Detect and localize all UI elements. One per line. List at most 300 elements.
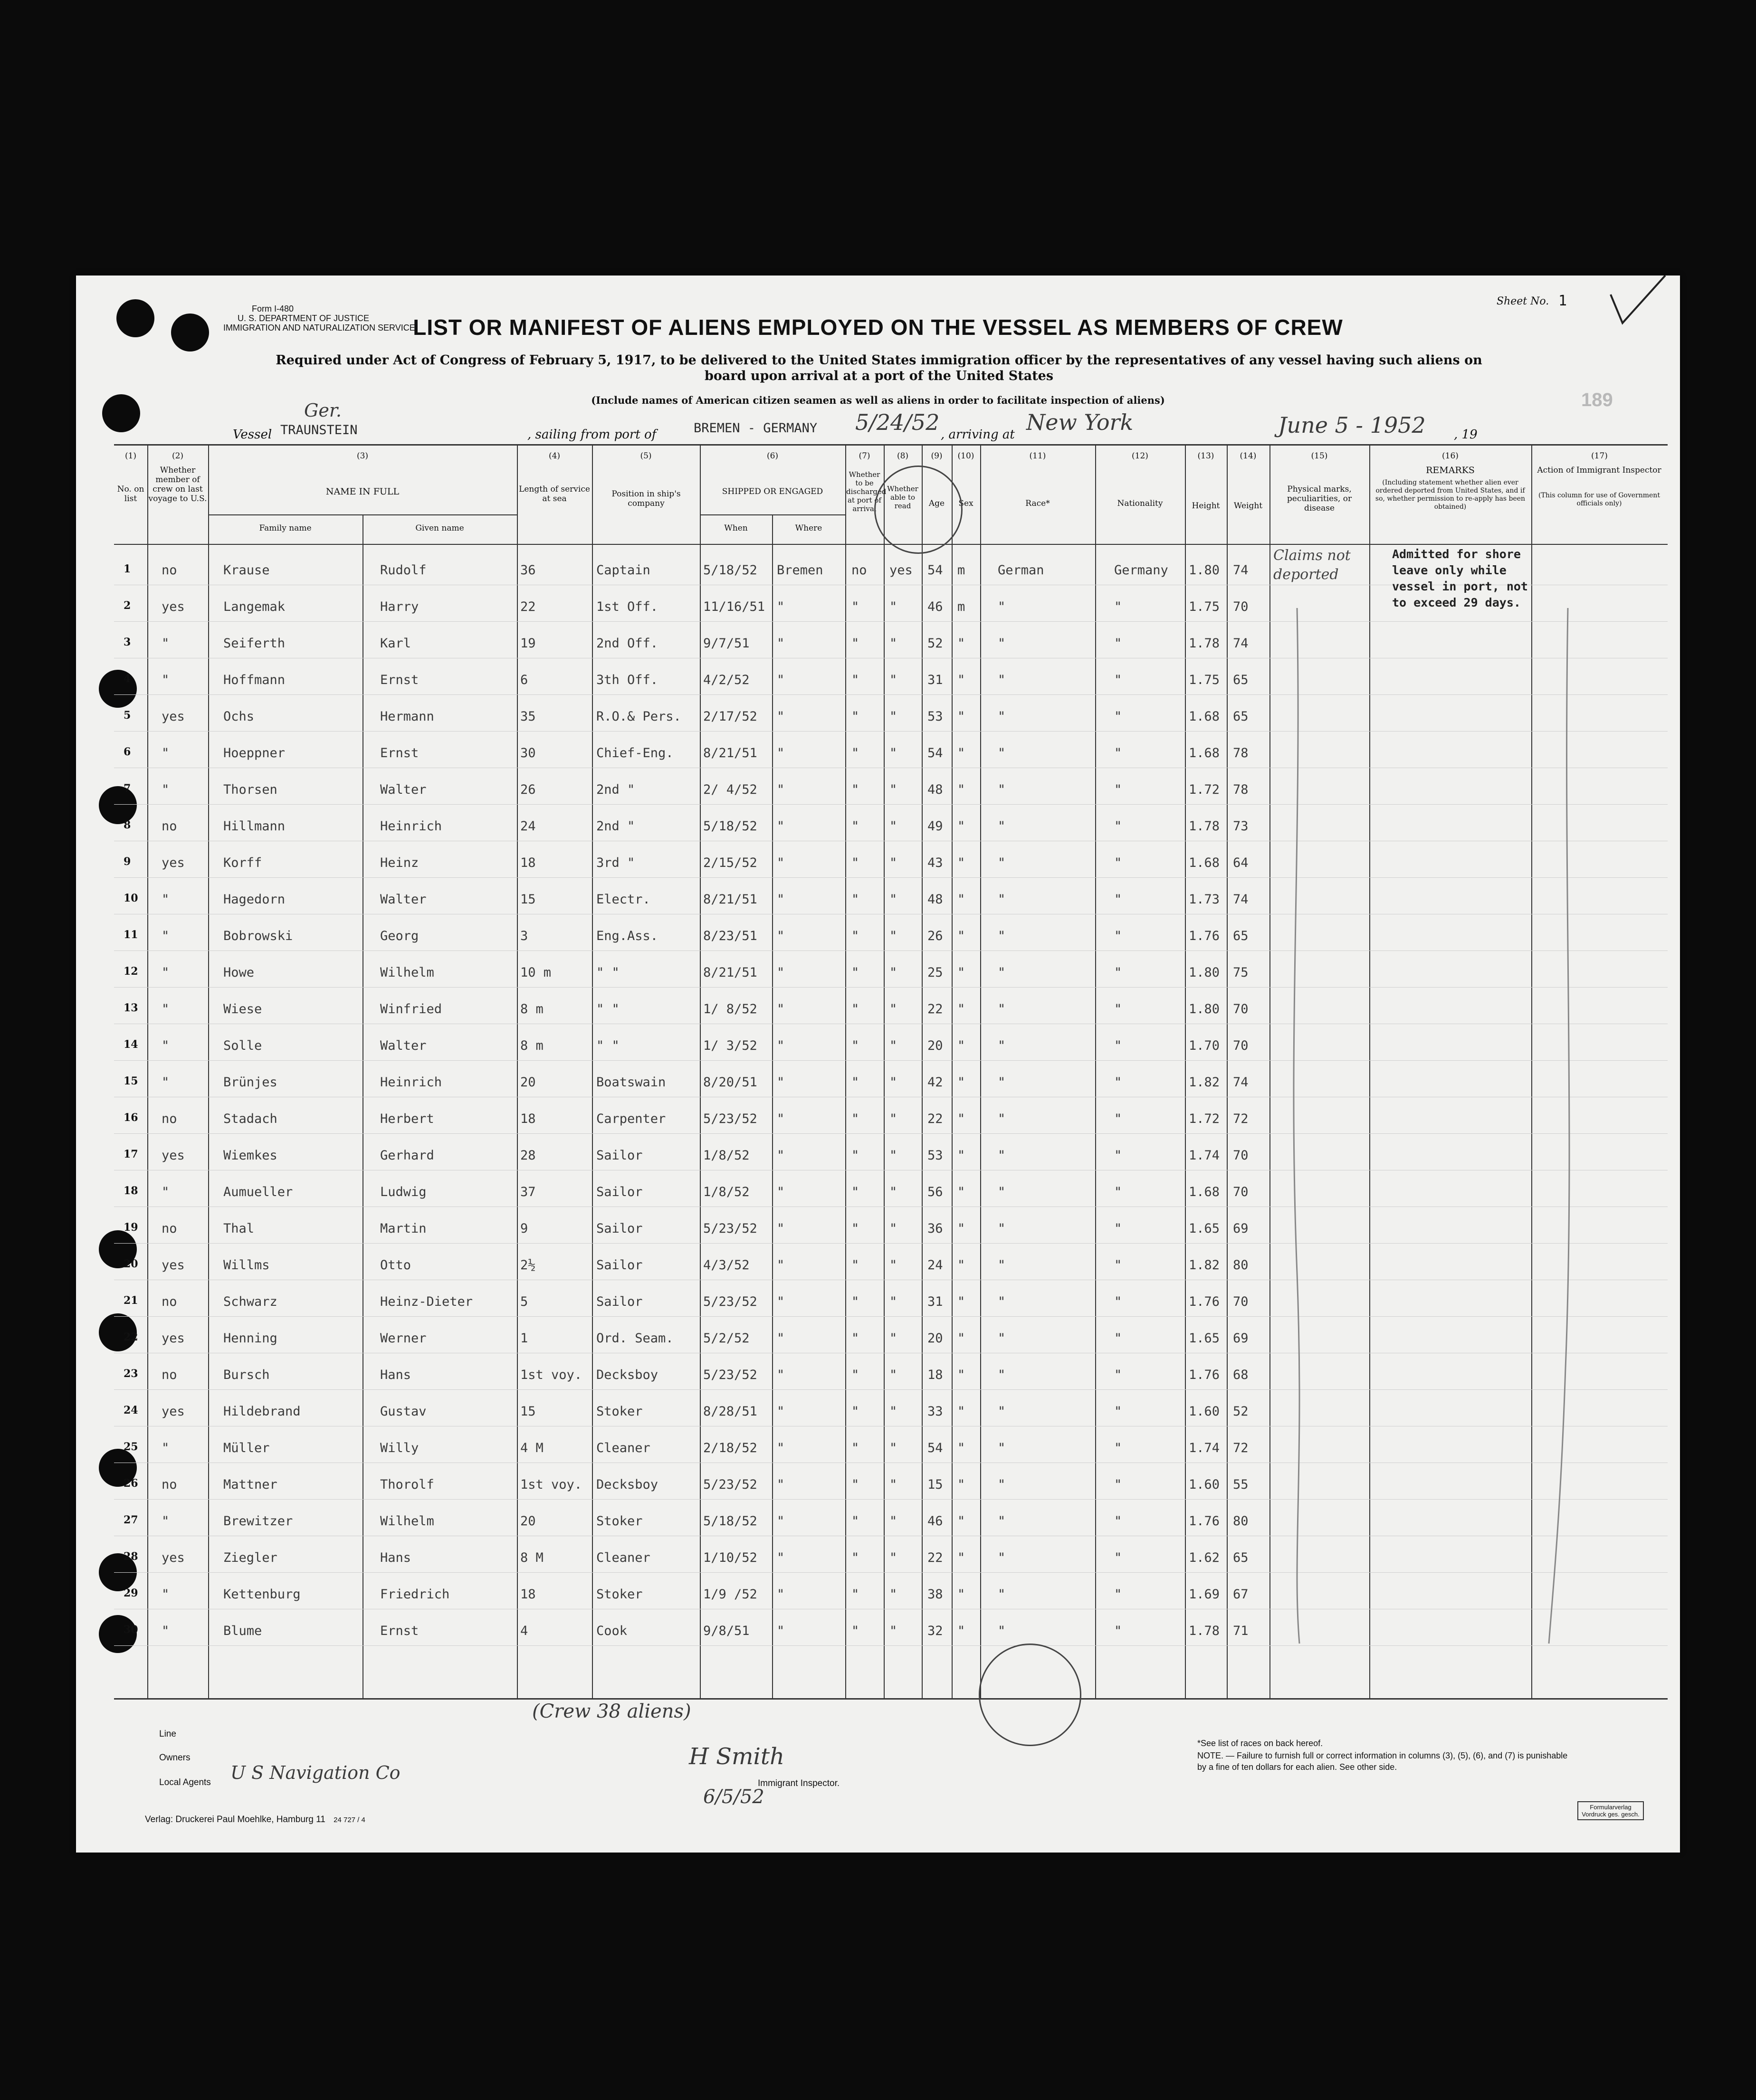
cell-able: " xyxy=(889,1112,897,1126)
cell-shipped-when: 5/23/52 xyxy=(703,1221,757,1236)
local-agents-value: U S Navigation Co xyxy=(230,1762,401,1783)
cell-position: Decksboy xyxy=(596,1477,658,1492)
cell-given-name: Willy xyxy=(380,1441,419,1455)
cell-sex: " xyxy=(957,1587,965,1602)
cell-sex: " xyxy=(957,1221,965,1236)
column-number: (15) xyxy=(1311,451,1328,461)
cell-sex: " xyxy=(957,929,965,943)
cell-age: 15 xyxy=(927,1477,943,1492)
cell-given-name: Otto xyxy=(380,1258,411,1273)
cell-length: 22 xyxy=(520,599,536,614)
cell-given-name: Herbert xyxy=(380,1112,434,1126)
cell-prev-voyage: yes xyxy=(162,1148,185,1163)
cell-family-name: Hildebrand xyxy=(223,1404,301,1419)
cell-length: 1 xyxy=(520,1331,528,1346)
cell-given-name: Ernst xyxy=(380,746,419,760)
cell-able: " xyxy=(889,1550,897,1565)
cell-discharged: " xyxy=(851,782,859,797)
col-header-position: Position in ship's company xyxy=(611,489,681,508)
cell-shipped-when: 2/15/52 xyxy=(703,855,757,870)
cell-sex: " xyxy=(957,673,965,687)
cell-age: 54 xyxy=(927,1441,943,1455)
cell-family-name: Seiferth xyxy=(223,636,286,651)
cell-age: 32 xyxy=(927,1624,943,1638)
cell-shipped-where: " xyxy=(777,1587,785,1602)
cell-race: " xyxy=(998,1112,1006,1126)
cell-nationality: " xyxy=(1114,1258,1122,1273)
col-header-age: Age xyxy=(928,499,945,508)
cell-age: 46 xyxy=(927,599,943,614)
cell-discharged: " xyxy=(851,1624,859,1638)
cell-able: " xyxy=(889,1441,897,1455)
cell-discharged: " xyxy=(851,819,859,834)
cell-length: 18 xyxy=(520,1112,536,1126)
column-number: (13) xyxy=(1197,451,1214,461)
cell-family-name: Brünjes xyxy=(223,1075,277,1090)
inspector-signature: H Smith xyxy=(689,1743,785,1770)
cell-position: Chief-Eng. xyxy=(596,746,674,760)
cell-shipped-when: 2/ 4/52 xyxy=(703,782,757,797)
cell-age: 36 xyxy=(927,1221,943,1236)
cell-length: 2½ xyxy=(520,1258,536,1273)
cell-discharged: " xyxy=(851,1038,859,1053)
cell-prev-voyage: " xyxy=(162,965,170,980)
cell-race: " xyxy=(998,819,1006,834)
cell-nationality: " xyxy=(1114,1148,1122,1163)
cell-given-name: Gustav xyxy=(380,1404,427,1419)
cell-race: " xyxy=(998,1550,1006,1565)
penalty-note: NOTE. — Failure to furnish full or correct information in columns (3), (5), (6), and (7) is punishable by a fine of ten dollars for each alien. See other side. xyxy=(1197,1751,1568,1772)
cell-race: German xyxy=(998,563,1044,578)
cell-weight: 69 xyxy=(1233,1331,1249,1346)
cell-age: 22 xyxy=(927,1002,943,1017)
cell-height: 1.78 xyxy=(1189,1624,1220,1638)
col-header-shipped: SHIPPED OR ENGAGED xyxy=(722,487,823,496)
manifest-note: (Include names of American citizen seamen as well as aliens in order to facilitate inspection of aliens) xyxy=(591,394,1165,406)
cell-shipped-where: " xyxy=(777,1550,785,1565)
cell-height: 1.80 xyxy=(1189,1002,1220,1017)
cell-discharged: " xyxy=(851,1550,859,1565)
cell-discharged: " xyxy=(851,1477,859,1492)
col-header-when: When xyxy=(724,523,748,533)
cell-able: " xyxy=(889,709,897,724)
col-header-length: Length of service at sea xyxy=(519,485,590,504)
cell-height: 1.68 xyxy=(1189,1185,1220,1199)
cell-sex: " xyxy=(957,1331,965,1346)
cell-sex: " xyxy=(957,965,965,980)
cell-height: 1.65 xyxy=(1189,1331,1220,1346)
cell-family-name: Bursch xyxy=(223,1368,270,1382)
cell-race: " xyxy=(998,1331,1006,1346)
cell-age: 20 xyxy=(927,1038,943,1053)
cell-given-name: Ludwig xyxy=(380,1185,427,1199)
cell-weight: 64 xyxy=(1233,855,1249,870)
manifest-sheet xyxy=(76,276,1680,1853)
cell-height: 1.74 xyxy=(1189,1148,1220,1163)
cell-family-name: Aumueller xyxy=(223,1185,293,1199)
stamp-number: 189 xyxy=(1581,390,1613,410)
cell-shipped-when: 5/23/52 xyxy=(703,1368,757,1382)
cell-height: 1.75 xyxy=(1189,599,1220,614)
cell-given-name: Thorolf xyxy=(380,1477,434,1492)
column-number: (11) xyxy=(1029,451,1046,461)
cell-able: " xyxy=(889,1404,897,1419)
cell-shipped-when: 1/10/52 xyxy=(703,1550,757,1565)
col-header-race: Race* xyxy=(1025,499,1050,508)
cell-position: " " xyxy=(596,1002,620,1017)
cell-no: 19 xyxy=(124,1221,138,1234)
cell-given-name: Heinrich xyxy=(380,819,442,834)
inspector-date: 6/5/52 xyxy=(703,1786,764,1808)
vessel-name: TRAUNSTEIN xyxy=(280,423,358,437)
cell-given-name: Walter xyxy=(380,892,427,907)
cell-no: 3 xyxy=(124,636,131,648)
cell-position: Cleaner xyxy=(596,1550,650,1565)
cell-position: " " xyxy=(596,965,620,980)
cell-position: Decksboy xyxy=(596,1368,658,1382)
cell-shipped-where: " xyxy=(777,673,785,687)
cell-family-name: Solle xyxy=(223,1038,262,1053)
cell-given-name: Walter xyxy=(380,1038,427,1053)
cell-weight: 75 xyxy=(1233,965,1249,980)
cell-prev-voyage: " xyxy=(162,1038,170,1053)
cell-weight: 78 xyxy=(1233,746,1249,760)
cell-family-name: Mattner xyxy=(223,1477,277,1492)
cell-length: 5 xyxy=(520,1294,528,1309)
cell-shipped-where: Bremen xyxy=(777,563,823,578)
cell-nationality: " xyxy=(1114,1185,1122,1199)
cell-given-name: Winfried xyxy=(380,1002,442,1017)
column-number: (3) xyxy=(356,451,369,461)
cell-able: " xyxy=(889,1185,897,1199)
cell-weight: 74 xyxy=(1233,892,1249,907)
cell-weight: 70 xyxy=(1233,1185,1249,1199)
cell-able: yes xyxy=(889,563,913,578)
cell-family-name: Stadach xyxy=(223,1112,277,1126)
cell-discharged: " xyxy=(851,709,859,724)
cell-height: 1.62 xyxy=(1189,1550,1220,1565)
cell-prev-voyage: yes xyxy=(162,599,185,614)
cell-prev-voyage: " xyxy=(162,673,170,687)
cell-age: 33 xyxy=(927,1404,943,1419)
formular-mark: Formularverlag Vordruck ges. gesch. xyxy=(1577,1801,1644,1820)
form-identifier: Form I-480 U. S. DEPARTMENT OF JUSTICE IMMIGRATION AND NATURALIZATION SERVICE xyxy=(223,304,415,333)
cell-given-name: Gerhard xyxy=(380,1148,434,1163)
cell-weight: 72 xyxy=(1233,1112,1249,1126)
cell-shipped-when: 2/18/52 xyxy=(703,1441,757,1455)
col-header-family: Family name xyxy=(259,523,312,533)
cell-discharged: " xyxy=(851,746,859,760)
cell-sex: m xyxy=(957,599,965,614)
cell-nationality: " xyxy=(1114,673,1122,687)
col-header-prev-voyage: Whether member of crew on last voyage to U.S. xyxy=(148,466,207,504)
cell-position: Cook xyxy=(596,1624,628,1638)
cell-no: 6 xyxy=(124,746,131,758)
cell-position: Sailor xyxy=(596,1185,643,1199)
cell-discharged: " xyxy=(851,1112,859,1126)
cell-nationality: " xyxy=(1114,1368,1122,1382)
cell-shipped-when: 8/23/51 xyxy=(703,929,757,943)
cell-race: " xyxy=(998,1514,1006,1529)
cell-given-name: Hans xyxy=(380,1368,411,1382)
cell-age: 43 xyxy=(927,855,943,870)
cell-length: 36 xyxy=(520,563,536,578)
table-bottom-rule xyxy=(114,1698,1668,1700)
cell-shipped-where: " xyxy=(777,1185,785,1199)
cell-height: 1.72 xyxy=(1189,782,1220,797)
cell-able: " xyxy=(889,965,897,980)
cell-sex: " xyxy=(957,709,965,724)
cell-sex: " xyxy=(957,1002,965,1017)
cell-weight: 67 xyxy=(1233,1587,1249,1602)
cell-position: 2nd Off. xyxy=(596,636,658,651)
cell-prev-voyage: no xyxy=(162,1368,177,1382)
cell-sex: " xyxy=(957,1550,965,1565)
cell-height: 1.82 xyxy=(1189,1258,1220,1273)
cell-race: " xyxy=(998,599,1006,614)
column-number: (14) xyxy=(1240,451,1257,461)
cell-length: 28 xyxy=(520,1148,536,1163)
col-header-action: Action of Immigrant Inspector xyxy=(1537,466,1661,475)
cell-position: 1st Off. xyxy=(596,599,658,614)
cell-weight: 70 xyxy=(1233,1038,1249,1053)
cell-race: " xyxy=(998,1148,1006,1163)
cell-able: " xyxy=(889,1477,897,1492)
cell-no: 12 xyxy=(124,965,138,978)
cell-able: " xyxy=(889,1624,897,1638)
cell-shipped-when: 5/18/52 xyxy=(703,1514,757,1529)
inspection-stamp xyxy=(979,1644,1081,1746)
cell-sex: " xyxy=(957,1514,965,1529)
cell-shipped-where: " xyxy=(777,1331,785,1346)
cell-no: 13 xyxy=(124,1002,138,1014)
cell-no: 1 xyxy=(124,563,131,575)
cell-prev-voyage: yes xyxy=(162,1550,185,1565)
col-header-physical: Physical marks, peculiarities, or disease xyxy=(1287,485,1352,513)
cell-length: 10 m xyxy=(520,965,552,980)
cell-race: " xyxy=(998,1002,1006,1017)
cell-sex: " xyxy=(957,1185,965,1199)
cell-no: 20 xyxy=(124,1258,138,1270)
cell-prev-voyage: no xyxy=(162,563,177,578)
cell-discharged: " xyxy=(851,599,859,614)
cell-prev-voyage: " xyxy=(162,1624,170,1638)
cell-length: 8 m xyxy=(520,1002,544,1017)
cell-length: 26 xyxy=(520,782,536,797)
cell-race: " xyxy=(998,1221,1006,1236)
cell-prev-voyage: " xyxy=(162,782,170,797)
immigrant-inspector-label: Immigrant Inspector. xyxy=(758,1778,840,1788)
cell-family-name: Thal xyxy=(223,1221,255,1236)
cell-no: 28 xyxy=(124,1550,138,1563)
cell-discharged: " xyxy=(851,1441,859,1455)
col-header-sex: Sex xyxy=(958,499,973,508)
cell-age: 56 xyxy=(927,1185,943,1199)
cell-shipped-when: 1/8/52 xyxy=(703,1148,750,1163)
cell-nationality: " xyxy=(1114,1441,1122,1455)
cell-given-name: Hermann xyxy=(380,709,434,724)
cell-shipped-where: " xyxy=(777,965,785,980)
cell-race: " xyxy=(998,929,1006,943)
cell-sex: " xyxy=(957,1258,965,1273)
cell-no: 24 xyxy=(124,1404,138,1416)
cell-able: " xyxy=(889,599,897,614)
column-number: (5) xyxy=(640,451,652,461)
cell-no: 8 xyxy=(124,819,131,831)
cell-weight: 55 xyxy=(1233,1477,1249,1492)
cell-able: " xyxy=(889,819,897,834)
cell-discharged: " xyxy=(851,636,859,651)
remarks-ditto-lines xyxy=(1283,608,1577,1677)
cell-prev-voyage: " xyxy=(162,1587,170,1602)
cell-nationality: " xyxy=(1114,1221,1122,1236)
cell-prev-voyage: yes xyxy=(162,855,185,870)
cell-length: 8 M xyxy=(520,1550,544,1565)
cell-able: " xyxy=(889,1075,897,1090)
cell-nationality: " xyxy=(1114,1404,1122,1419)
cell-age: 53 xyxy=(927,709,943,724)
cell-shipped-when: 8/21/51 xyxy=(703,965,757,980)
cell-family-name: Willms xyxy=(223,1258,270,1273)
cell-prev-voyage: no xyxy=(162,819,177,834)
cell-given-name: Martin xyxy=(380,1221,427,1236)
cell-family-name: Kettenburg xyxy=(223,1587,301,1602)
cell-shipped-when: 5/23/52 xyxy=(703,1112,757,1126)
column-number: (2) xyxy=(172,451,184,461)
cell-length: 15 xyxy=(520,1404,536,1419)
printer-imprint: Verlag: Druckerei Paul Moehlke, Hamburg 11 24 727 / 4 xyxy=(145,1815,365,1824)
cell-length: 4 M xyxy=(520,1441,544,1455)
cell-race: " xyxy=(998,1294,1006,1309)
cell-nationality: " xyxy=(1114,1514,1122,1529)
cell-given-name: Heinz xyxy=(380,855,419,870)
cell-no: 26 xyxy=(124,1477,138,1490)
cell-shipped-when: 1/9 /52 xyxy=(703,1587,757,1602)
cell-weight: 68 xyxy=(1233,1368,1249,1382)
cell-shipped-where: " xyxy=(777,855,785,870)
cell-shipped-when: 5/23/52 xyxy=(703,1477,757,1492)
cell-weight: 80 xyxy=(1233,1258,1249,1273)
cell-nationality: " xyxy=(1114,709,1122,724)
cell-able: " xyxy=(889,746,897,760)
cell-shipped-where: " xyxy=(777,892,785,907)
cell-family-name: Hagedorn xyxy=(223,892,286,907)
cell-shipped-when: 5/23/52 xyxy=(703,1294,757,1309)
cell-family-name: Henning xyxy=(223,1331,277,1346)
owners-label: Owners xyxy=(159,1753,191,1763)
arriving-label: , arriving at xyxy=(941,428,1015,442)
cell-sex: " xyxy=(957,1148,965,1163)
cell-discharged: " xyxy=(851,1331,859,1346)
cell-no: 27 xyxy=(124,1514,138,1526)
cell-family-name: Langemak xyxy=(223,599,286,614)
cell-length: 20 xyxy=(520,1514,536,1529)
cell-shipped-where: " xyxy=(777,1148,785,1163)
cell-given-name: Werner xyxy=(380,1331,427,1346)
sail-date: 5/24/52 xyxy=(855,409,940,435)
cell-no: 10 xyxy=(124,892,138,904)
cell-shipped-when: 2/17/52 xyxy=(703,709,757,724)
cell-shipped-when: 8/28/51 xyxy=(703,1404,757,1419)
cell-prev-voyage: yes xyxy=(162,1258,185,1273)
cell-given-name: Walter xyxy=(380,782,427,797)
cell-prev-voyage: no xyxy=(162,1294,177,1309)
cell-position: Sailor xyxy=(596,1294,643,1309)
cell-family-name: Müller xyxy=(223,1441,270,1455)
cell-shipped-when: 1/8/52 xyxy=(703,1185,750,1199)
cell-sex: " xyxy=(957,636,965,651)
cell-nationality: Germany xyxy=(1114,563,1168,578)
cell-shipped-when: 4/3/52 xyxy=(703,1258,750,1273)
column-number: (17) xyxy=(1591,451,1608,461)
vessel-prefix: Ger. xyxy=(304,400,342,421)
cell-nationality: " xyxy=(1114,1331,1122,1346)
cell-nationality: " xyxy=(1114,636,1122,651)
sheet-number-label: Sheet No. xyxy=(1497,295,1549,307)
cell-age: 46 xyxy=(927,1514,943,1529)
cell-shipped-where: " xyxy=(777,1477,785,1492)
cell-discharged: " xyxy=(851,1368,859,1382)
cell-family-name: Thorsen xyxy=(223,782,277,797)
cell-shipped-where: " xyxy=(777,1294,785,1309)
column-number: (16) xyxy=(1442,451,1459,461)
column-number: (9) xyxy=(931,451,943,461)
cell-weight: 70 xyxy=(1233,1002,1249,1017)
cell-given-name: Rudolf xyxy=(380,563,427,578)
cell-weight: 71 xyxy=(1233,1624,1249,1638)
cell-family-name: Wiese xyxy=(223,1002,262,1017)
cell-able: " xyxy=(889,1587,897,1602)
cell-sex: " xyxy=(957,892,965,907)
cell-prev-voyage: " xyxy=(162,1075,170,1090)
col-header-remarks: REMARKS xyxy=(1426,465,1475,475)
col-header-name: NAME IN FULL xyxy=(325,486,400,497)
cell-race: " xyxy=(998,1038,1006,1053)
cell-length: 1st voy. xyxy=(520,1477,582,1492)
col-header-where: Where xyxy=(795,523,822,533)
cell-able: " xyxy=(889,1331,897,1346)
cell-nationality: " xyxy=(1114,892,1122,907)
cell-shipped-when: 5/18/52 xyxy=(703,563,757,578)
sailing-label: , sailing from port of xyxy=(527,428,657,442)
cell-height: 1.65 xyxy=(1189,1221,1220,1236)
cell-race: " xyxy=(998,636,1006,651)
cell-race: " xyxy=(998,1441,1006,1455)
cell-nationality: " xyxy=(1114,746,1122,760)
cell-height: 1.76 xyxy=(1189,1368,1220,1382)
manifest-title: LIST OR MANIFEST OF ALIENS EMPLOYED ON THE VESSEL AS MEMBERS OF CREW xyxy=(413,315,1343,340)
cell-length: 9 xyxy=(520,1221,528,1236)
cell-shipped-where: " xyxy=(777,1075,785,1090)
cell-age: 22 xyxy=(927,1550,943,1565)
cell-position: Captain xyxy=(596,563,650,578)
cell-sex: " xyxy=(957,746,965,760)
cell-prev-voyage: no xyxy=(162,1221,177,1236)
cell-discharged: " xyxy=(851,892,859,907)
cell-able: " xyxy=(889,1514,897,1529)
cell-weight: 65 xyxy=(1233,929,1249,943)
cell-age: 54 xyxy=(927,563,943,578)
cell-given-name: Heinz-Dieter xyxy=(380,1294,473,1309)
cell-race: " xyxy=(998,782,1006,797)
cell-discharged: no xyxy=(851,563,867,578)
cell-race: " xyxy=(998,1587,1006,1602)
cell-prev-voyage: no xyxy=(162,1477,177,1492)
cell-age: 20 xyxy=(927,1331,943,1346)
arrival-date: June 5 - 1952 xyxy=(1278,412,1426,438)
cell-weight: 74 xyxy=(1233,563,1249,578)
cell-shipped-where: " xyxy=(777,746,785,760)
